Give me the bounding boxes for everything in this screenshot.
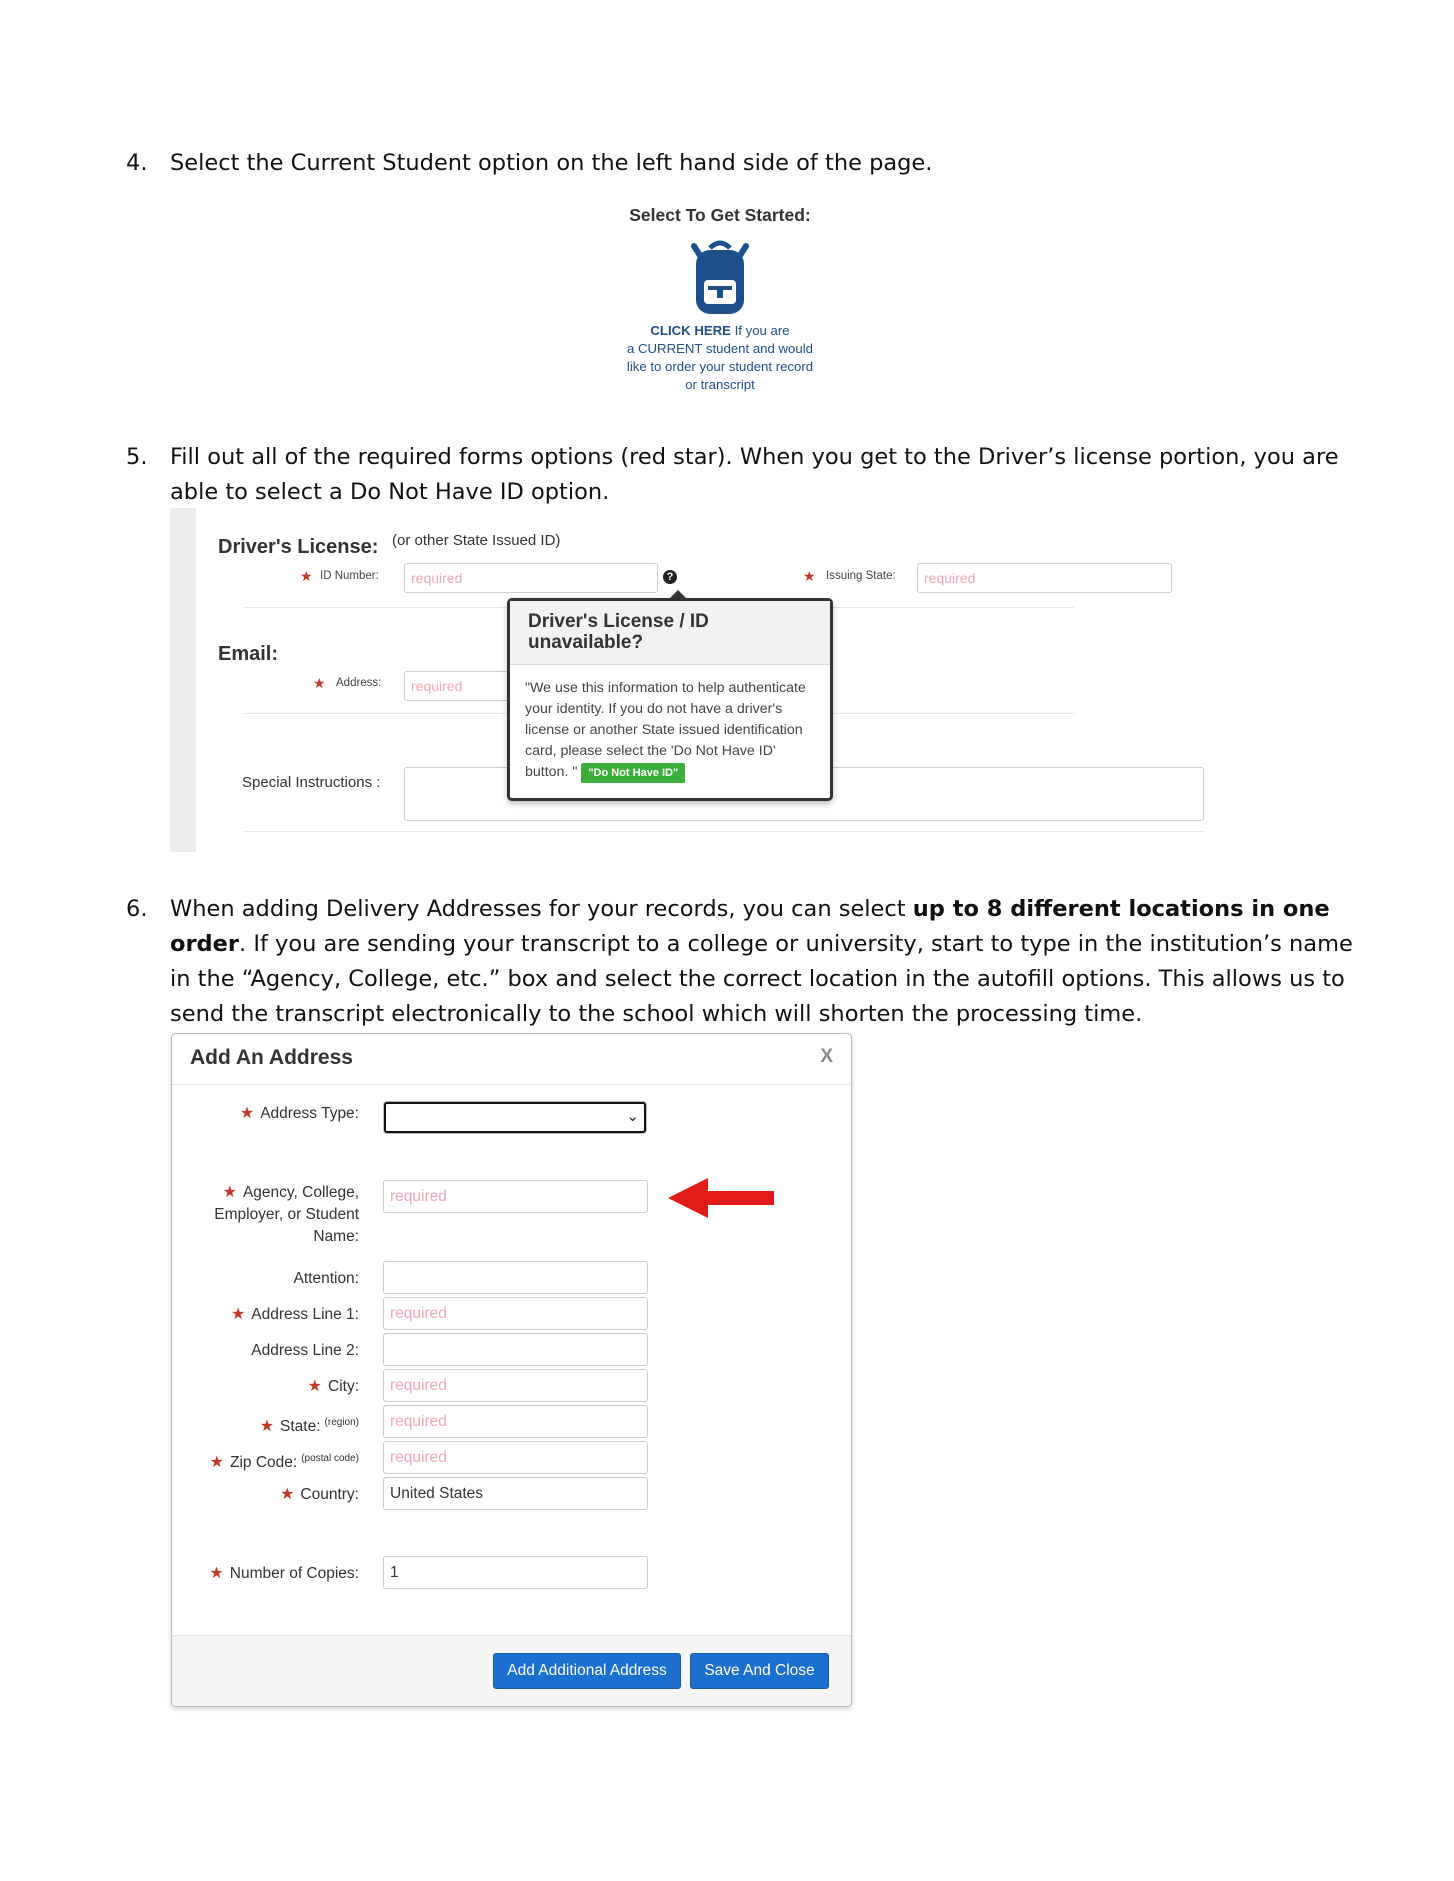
id-number-label: ID Number: xyxy=(320,570,379,582)
address-line2-input[interactable] xyxy=(383,1333,648,1366)
red-arrow-icon xyxy=(668,1178,774,1218)
address-type-select[interactable] xyxy=(384,1102,646,1133)
get-started-heading: Select To Get Started: xyxy=(629,205,811,225)
required-star-icon: ★ xyxy=(313,675,326,691)
zip-label: ★ Zip Code: $^{(postal code)}$ xyxy=(209,1453,359,1471)
step-4-number: 4. xyxy=(126,150,148,176)
copies-label: ★ Number of Copies: xyxy=(209,1565,359,1582)
address-line1-label: ★ Address Line 1: xyxy=(230,1306,359,1323)
close-icon[interactable]: X xyxy=(820,1046,833,1067)
country-input[interactable]: United States xyxy=(383,1477,648,1510)
add-additional-address-button[interactable]: Add Additional Address xyxy=(493,1653,681,1689)
id-number-input[interactable]: required xyxy=(404,563,658,593)
required-star-icon: ★ xyxy=(803,568,816,584)
email-title: Email: xyxy=(218,643,279,665)
address-line2-label: Address Line 2: xyxy=(251,1342,359,1359)
required-star-icon: ★ xyxy=(222,1184,237,1201)
chevron-down-icon: ⌄ xyxy=(626,1108,639,1125)
zip-input[interactable]: required xyxy=(383,1441,648,1474)
get-started-widget xyxy=(580,205,860,394)
email-address-label: Address: xyxy=(336,677,382,689)
required-star-icon: ★ xyxy=(307,1378,322,1395)
country-label: ★ Country: xyxy=(280,1486,359,1503)
divider xyxy=(244,831,1204,832)
special-instructions-label: Special Instructions : xyxy=(242,774,381,791)
modal-footer xyxy=(172,1635,851,1706)
step-5-text: Fill out all of the required forms options (red star). When you get to the Driver’s license portion, you are able to select a Do Not Have ID option. xyxy=(170,444,1339,505)
add-address-modal xyxy=(171,1033,852,1707)
state-input[interactable]: required xyxy=(383,1405,648,1438)
required-star-icon: ★ xyxy=(259,1418,275,1435)
issuing-state-label: Issuing State: xyxy=(826,570,896,582)
required-star-icon: ★ xyxy=(300,568,313,584)
required-star-icon: ★ xyxy=(230,1306,246,1323)
required-star-icon: ★ xyxy=(209,1565,224,1582)
popover-caret xyxy=(669,590,687,599)
city-label: ★ City: xyxy=(307,1378,359,1395)
step-5-number: 5. xyxy=(126,444,148,470)
current-student-link[interactable]: CLICK HERE If you are a CURRENT student and would like to order your student record or transcript xyxy=(626,323,814,392)
modal-header xyxy=(172,1034,851,1085)
address-type-label: ★ Address Type: xyxy=(239,1105,359,1122)
modal-title: Add An Address xyxy=(190,1046,353,1069)
copies-input[interactable]: 1 xyxy=(383,1556,648,1589)
address-line1-input[interactable]: required xyxy=(383,1297,648,1330)
backpack-icon[interactable] xyxy=(680,240,760,316)
agency-label: ★ Agency, College, Employer, or Student Name: xyxy=(214,1184,359,1245)
attention-input[interactable] xyxy=(383,1261,648,1294)
attention-label: Attention: xyxy=(293,1270,359,1287)
dl-title: Driver's License: xyxy=(218,536,379,558)
dl-unavailable-popover xyxy=(507,598,833,801)
required-star-icon: ★ xyxy=(239,1105,255,1122)
required-star-icon: ★ xyxy=(209,1454,224,1471)
email-address-input[interactable]: required xyxy=(404,671,514,701)
do-not-have-id-button[interactable]: "Do Not Have ID" xyxy=(581,763,685,783)
step-6-text: When adding Delivery Addresses for your records, you can select up to 8 different locations in one order. If you are sending your transcript to a college or university, start to type in the institution’s name in the “Agency, College, etc.” box and select the correct location in the autofill options. This allows us to send the transcript electronically to the school which will shorten the processing time. xyxy=(170,896,1353,1027)
popover-body: "We use this information to help authenticate your identity. If you do not have a driver's license or another State issued identification card, please select the 'Do Not Have ID' button. " "Do Not Have ID" xyxy=(510,665,830,783)
state-label: ★ State: $^{(region)}$ xyxy=(259,1417,359,1435)
help-icon[interactable]: ? xyxy=(663,570,677,584)
issuing-state-input[interactable]: required xyxy=(917,563,1172,593)
save-and-close-button[interactable]: Save And Close xyxy=(690,1653,829,1689)
popover-title: Driver's License / ID unavailable? xyxy=(510,601,830,665)
city-input[interactable]: required xyxy=(383,1369,648,1402)
dl-subtitle: (or other State Issued ID) xyxy=(392,532,561,549)
required-star-icon: ★ xyxy=(280,1486,295,1503)
left-gutter xyxy=(170,508,196,852)
click-here-link[interactable]: CLICK HERE xyxy=(650,323,731,338)
step-6-number: 6. xyxy=(126,896,148,922)
agency-input[interactable]: required xyxy=(383,1180,648,1213)
step-4-text: Select the Current Student option on the left hand side of the page. xyxy=(170,150,933,176)
